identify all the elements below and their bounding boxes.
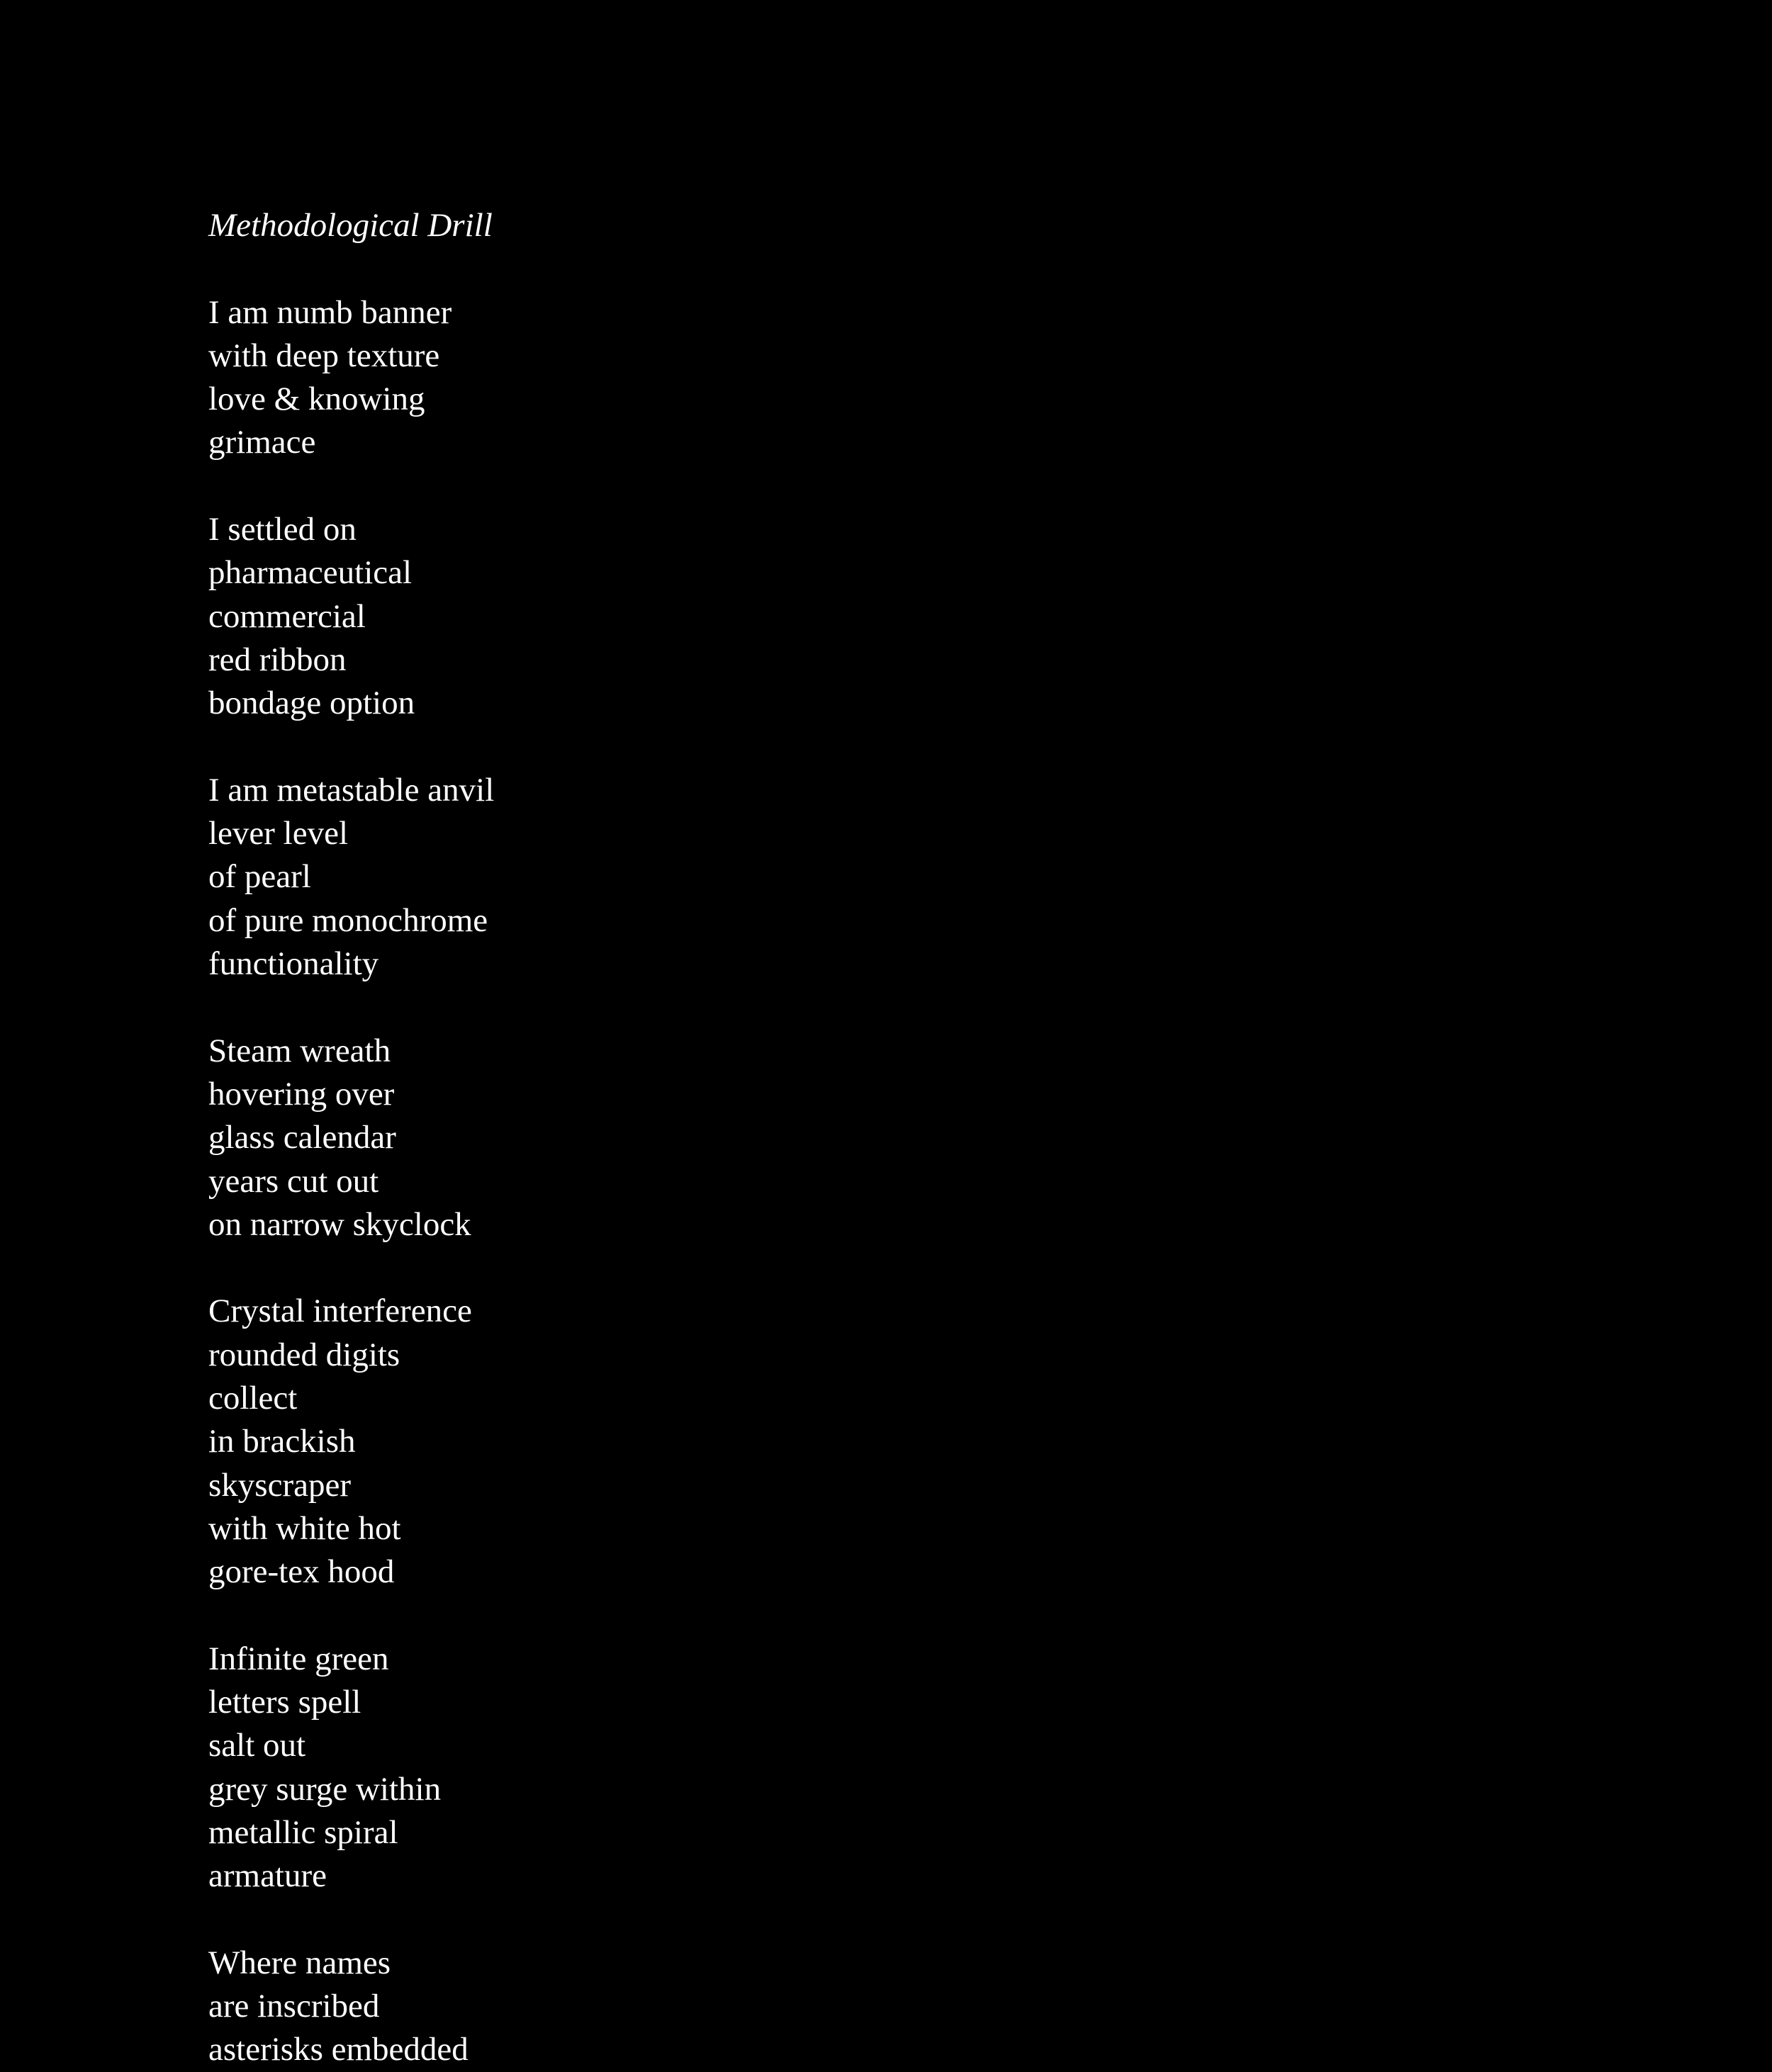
poem-line: I am numb banner [208, 293, 452, 331]
poem-line: I settled on [208, 511, 357, 548]
poem-line: salt out [208, 1727, 306, 1764]
poem-line: Steam wreath [208, 1032, 391, 1069]
poem-line: grimace [208, 424, 316, 461]
poem-line: rounded digits [208, 1336, 400, 1373]
poem-line: of pure monochrome [208, 901, 488, 939]
poem-line: functionality [208, 945, 379, 983]
stanza-5 [208, 1290, 494, 1594]
stanza-7 [208, 1942, 494, 2072]
poem-line: skyscraper [208, 1466, 351, 1504]
poem-line: Crystal interference [208, 1293, 472, 1330]
poem-line: hovering over [208, 1075, 395, 1113]
poem-line: with deep texture [208, 337, 440, 374]
poem-line: of pearl [208, 858, 311, 896]
poem-line: bondage option [208, 685, 415, 722]
poem-line: Infinite green [208, 1640, 389, 1677]
poem-line: pharmaceutical [208, 554, 413, 592]
poem-line: asterisks embedded [208, 2031, 469, 2068]
stanza-6 [208, 1638, 494, 1898]
poem-line: gore-tex hood [208, 1553, 395, 1591]
poem-line: are inscribed [208, 1988, 380, 2025]
stanza-1 [208, 291, 494, 465]
poem-line: on narrow skyclock [208, 1205, 471, 1243]
stanza-2 [208, 508, 494, 725]
stanza-3 [208, 769, 494, 986]
poem-line: Where names [208, 1944, 391, 1981]
poem-line: glass calendar [208, 1119, 396, 1156]
poem-title: Methodological Drill [208, 207, 493, 244]
poem-line: in brackish [208, 1423, 356, 1460]
poem-line: love & knowing [208, 381, 425, 418]
poem-line: letters spell [208, 1684, 361, 1721]
poem-line: commercial [208, 597, 366, 635]
poem-line: I am metastable anvil [208, 771, 495, 809]
poem-line: metallic spiral [208, 1813, 398, 1851]
poem-line: red ribbon [208, 641, 347, 678]
stanza-4 [208, 1030, 494, 1246]
poem-line: with white hot [208, 1509, 401, 1547]
poem-line: armature [208, 1857, 327, 1895]
poem-line: collect [208, 1380, 298, 1417]
poem-line: years cut out [208, 1162, 379, 1200]
poem [208, 204, 494, 2072]
poem-line: grey surge within [208, 1770, 442, 1808]
poem-line: lever level [208, 815, 349, 852]
